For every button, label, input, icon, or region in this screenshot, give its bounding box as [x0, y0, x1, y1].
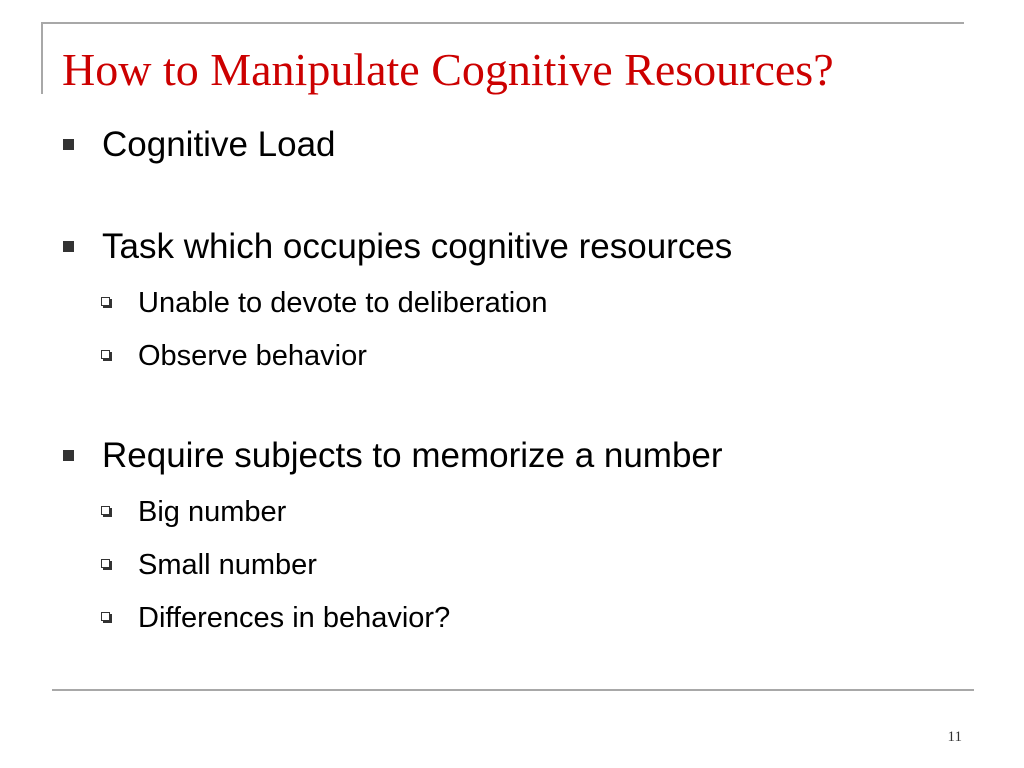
sub-bullet-text: Small number	[138, 549, 317, 581]
square-bullet-icon	[63, 450, 74, 461]
frame-left-line	[41, 22, 43, 94]
sub-bullet-text: Observe behavior	[138, 340, 367, 372]
hollow-square-bullet-icon	[101, 506, 110, 515]
hollow-square-bullet-icon	[101, 350, 110, 359]
page-number: 11	[947, 729, 962, 745]
slide-title: How to Manipulate Cognitive Resources?	[62, 44, 834, 95]
frame-top-line	[41, 22, 964, 24]
sub-bullet-text: Unable to devote to deliberation	[138, 287, 548, 319]
sub-bullet-text: Big number	[138, 496, 287, 528]
bullet-text: Cognitive Load	[102, 125, 336, 164]
square-bullet-icon	[63, 241, 74, 252]
hollow-square-bullet-icon	[101, 297, 110, 306]
bullet-text: Task which occupies cognitive resources	[102, 227, 733, 266]
hollow-square-bullet-icon	[101, 559, 110, 568]
sub-bullet-text: Differences in behavior?	[138, 602, 451, 634]
bullet-text: Require subjects to memorize a number	[102, 436, 723, 475]
footer-divider-line	[52, 689, 974, 691]
square-bullet-icon	[63, 139, 74, 150]
hollow-square-bullet-icon	[101, 612, 110, 621]
